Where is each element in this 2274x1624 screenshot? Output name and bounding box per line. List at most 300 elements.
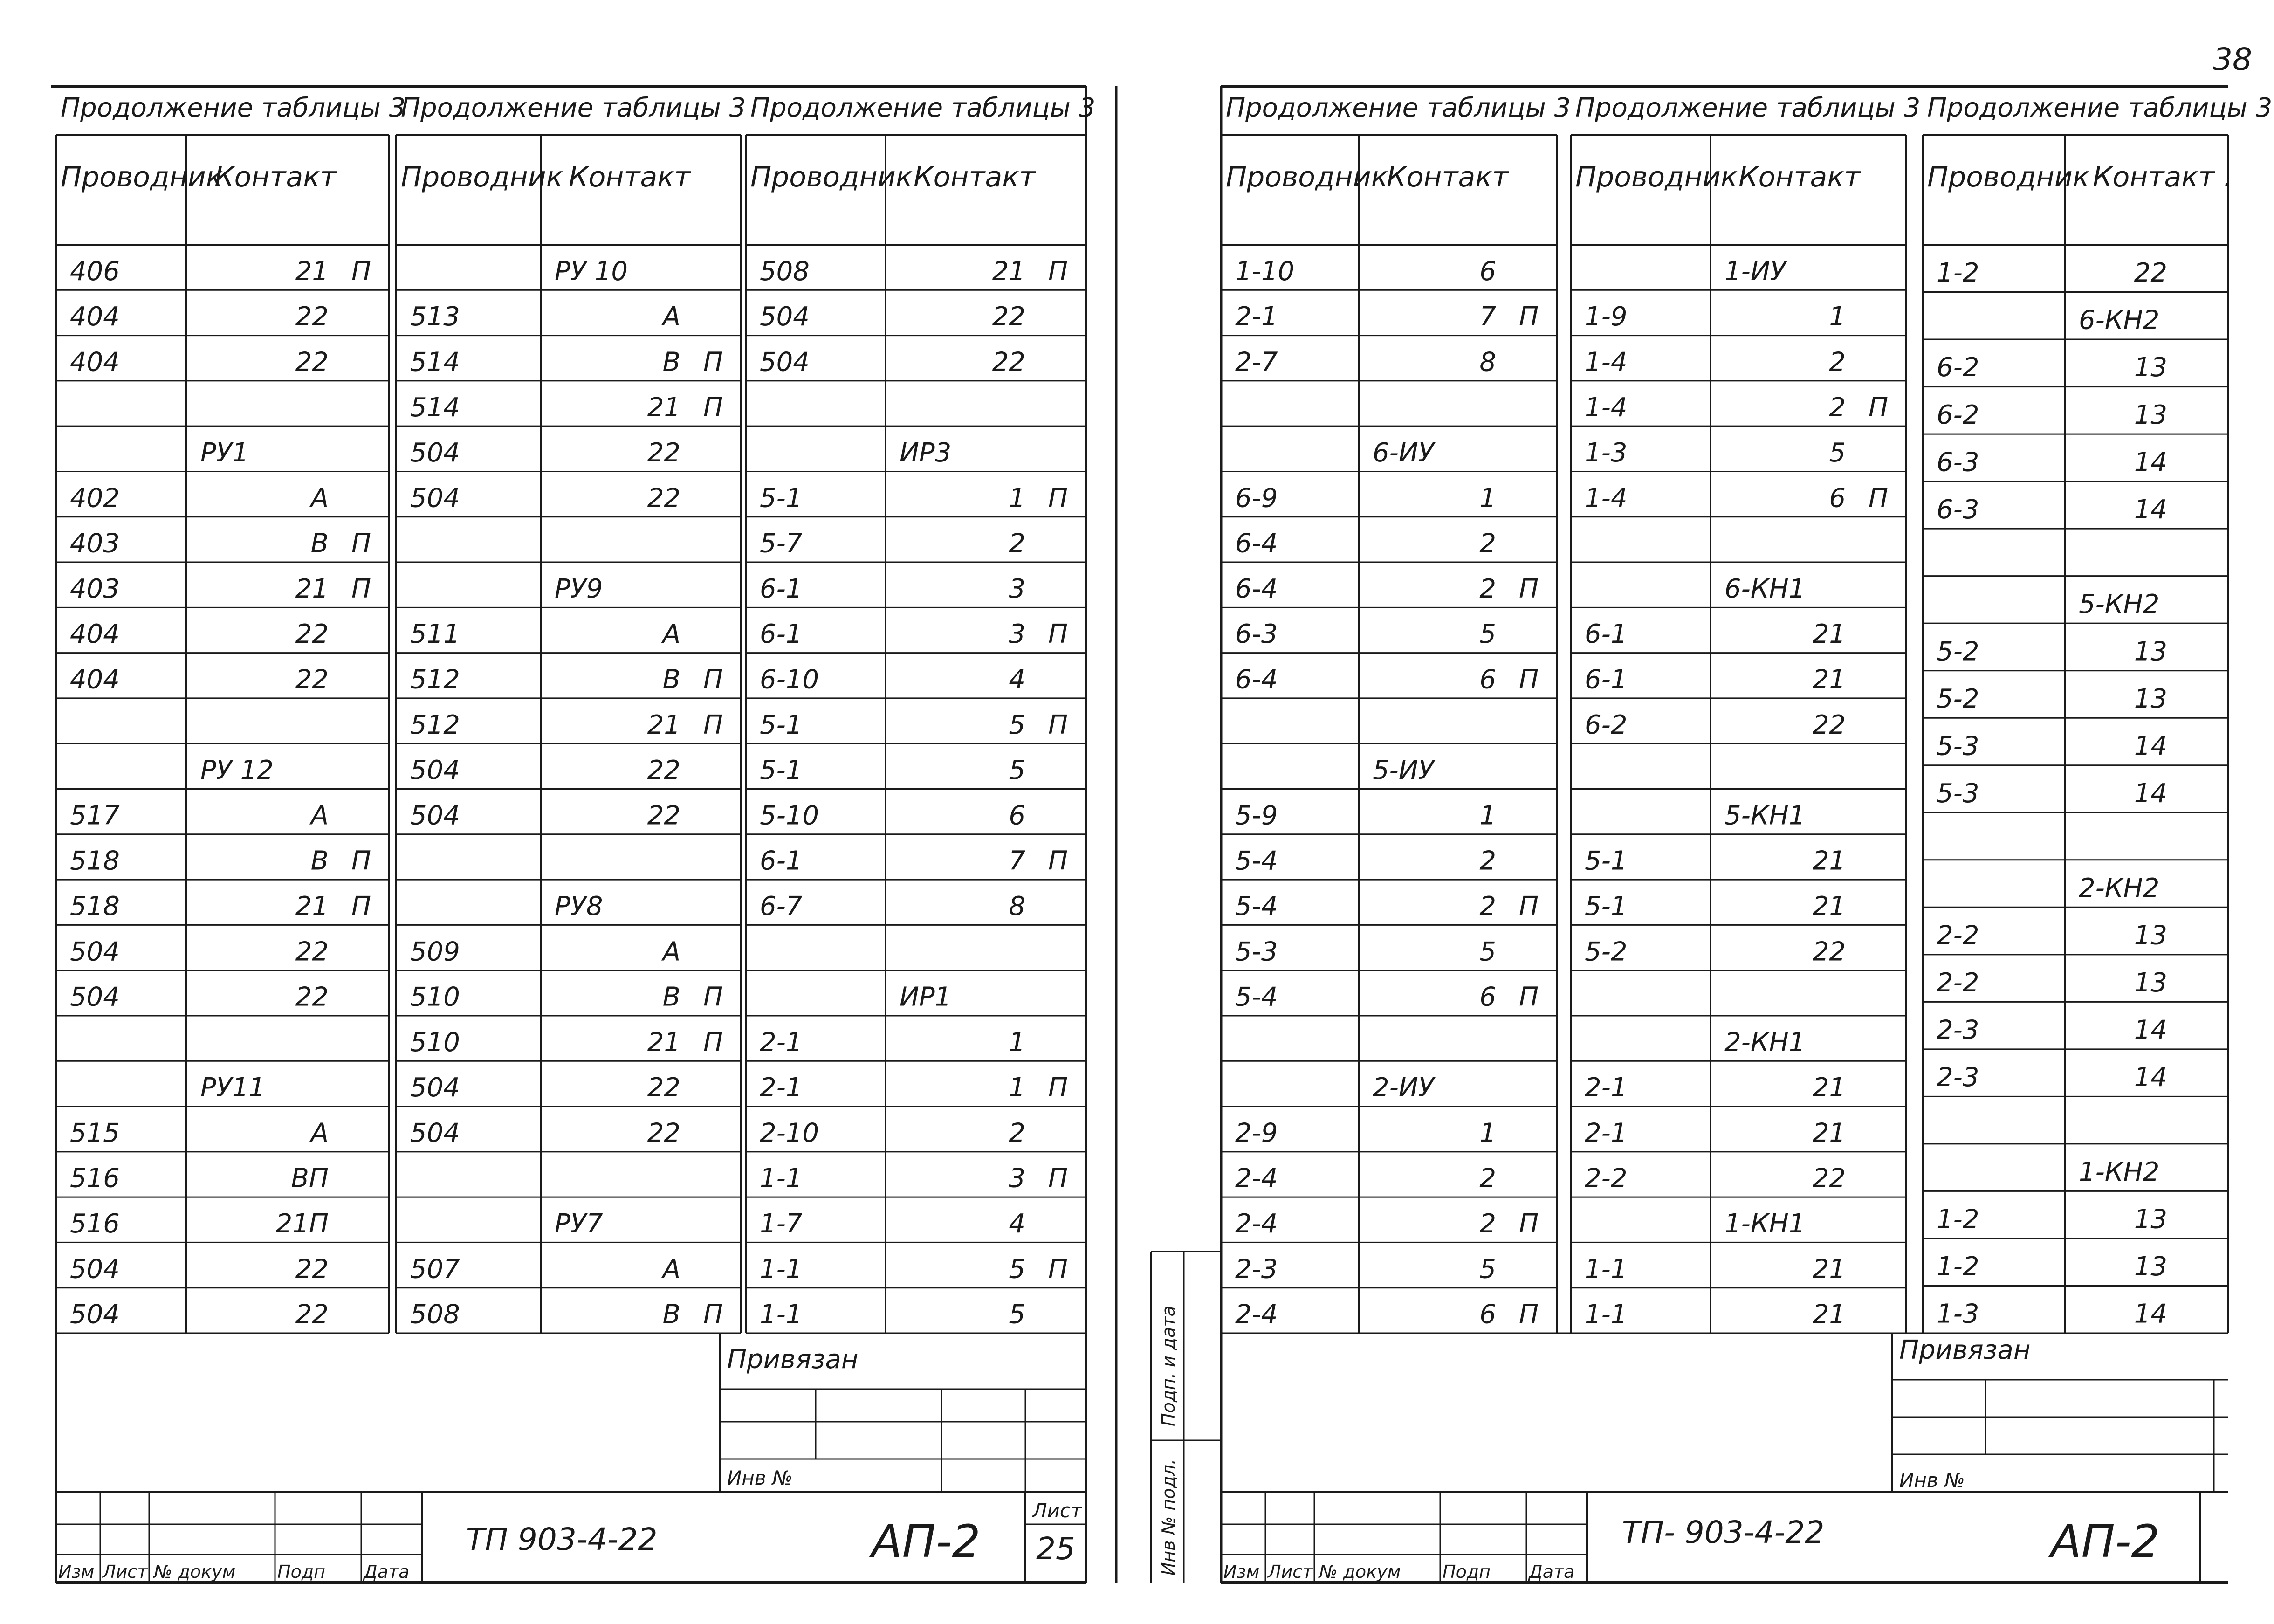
cell-contact: А: [662, 619, 680, 650]
cell-conductor: 5-4: [1235, 846, 1278, 876]
cell-conductor: 6-1: [760, 573, 803, 604]
cell-contact: 14: [2134, 778, 2167, 809]
stamp-column-label: Подп: [277, 1562, 325, 1582]
cell-mark: П: [1048, 619, 1068, 650]
cell-mark: П: [1048, 846, 1068, 876]
cell-contact: 21: [1812, 846, 1846, 876]
cell-contact: 5: [1479, 936, 1496, 967]
cell-conductor: 515: [70, 1118, 120, 1149]
cell-contact: 5: [1829, 438, 1846, 468]
cell-mark: П: [703, 1027, 723, 1058]
group-heading: 2-КН1: [1724, 1027, 1806, 1058]
cell-conductor: 404: [70, 664, 120, 695]
group-heading: 5-ИУ: [1373, 755, 1434, 786]
group-heading: РУ11: [200, 1073, 266, 1103]
group-heading: 1-КН1: [1724, 1209, 1806, 1239]
cell-conductor: 404: [70, 619, 120, 650]
cell-contact: 5: [1479, 1254, 1496, 1285]
cell-conductor: 2-1: [1585, 1073, 1628, 1103]
sheet-code: АП-2: [872, 1515, 981, 1568]
cell-contact: 3: [1009, 573, 1025, 604]
cell-mark: П: [351, 528, 371, 559]
cell-contact: 2: [1479, 1209, 1496, 1239]
group-heading: ИР3: [900, 438, 952, 468]
cell-conductor: 2-1: [760, 1027, 803, 1058]
cell-contact: 21: [1812, 891, 1846, 922]
cell-contact: 21: [992, 256, 1025, 287]
cell-contact: 13: [2134, 920, 2167, 951]
cell-contact: А: [310, 483, 329, 514]
group-heading: 6-ИУ: [1373, 438, 1434, 468]
cell-mark: П: [1868, 483, 1889, 514]
cell-contact: 22: [647, 1073, 680, 1103]
cell-contact: 2: [1829, 392, 1846, 423]
cell-conductor: 5-4: [1235, 982, 1278, 1012]
cell-contact: 22: [647, 1118, 680, 1149]
table-title: Продолжение таблицы 3: [61, 93, 406, 123]
cell-contact: 22: [1812, 1163, 1846, 1194]
cell-conductor: 1-2: [1937, 258, 1979, 289]
cell-conductor: 504: [70, 982, 120, 1012]
stamp-column-label: № докум: [1319, 1562, 1401, 1582]
cell-conductor: 403: [70, 528, 120, 559]
cell-contact: 4: [1009, 664, 1025, 695]
stamp-column-label: Дата: [364, 1562, 410, 1582]
cell-mark: П: [1518, 302, 1539, 332]
cell-contact: 22: [1812, 709, 1846, 740]
group-heading: 1-КН2: [2079, 1157, 2160, 1188]
cell-conductor: 6-2: [1937, 399, 1979, 430]
cell-contact: 22: [992, 347, 1025, 378]
cell-conductor: 518: [70, 891, 120, 922]
cell-conductor: 1-10: [1235, 256, 1295, 287]
cell-mark: П: [1048, 256, 1068, 287]
cell-conductor: 6-2: [1585, 709, 1628, 740]
cell-contact: 2: [1829, 347, 1846, 378]
cell-conductor: 512: [410, 664, 460, 695]
cell-conductor: 6-4: [1235, 664, 1278, 695]
cell-conductor: 511: [410, 619, 460, 650]
cell-contact: 22: [992, 302, 1025, 332]
cell-conductor: 404: [70, 347, 120, 378]
cell-conductor: 508: [760, 256, 810, 287]
cell-contact: 21: [1812, 664, 1846, 695]
cell-mark: П: [351, 256, 371, 287]
cell-contact: 22: [1812, 936, 1846, 967]
document-code: ТП 903-4-22: [466, 1521, 658, 1557]
cell-contact: 13: [2134, 968, 2167, 998]
cell-contact: 1: [1009, 1073, 1025, 1103]
cell-conductor: 504: [410, 755, 460, 786]
cell-mark: П: [703, 664, 723, 695]
cell-contact: 22: [647, 483, 680, 514]
cell-contact: В: [310, 528, 329, 559]
cell-contact: 1: [1479, 1118, 1496, 1149]
cell-contact: 13: [2134, 683, 2167, 714]
cell-conductor: 6-2: [1937, 352, 1979, 383]
cell-conductor: 5-3: [1937, 731, 1979, 762]
cell-mark: П: [703, 347, 723, 378]
cell-contact: 1: [1479, 800, 1496, 831]
cell-contact: 8: [1009, 891, 1025, 922]
cell-conductor: 513: [410, 302, 460, 332]
cell-conductor: 2-3: [1235, 1254, 1278, 1285]
cell-conductor: 1-3: [1937, 1299, 1979, 1329]
cell-contact: ВП: [291, 1163, 329, 1194]
cell-contact: 13: [2134, 1252, 2167, 1282]
cell-contact: 8: [1479, 347, 1496, 378]
cell-contact: 7: [1009, 846, 1025, 876]
cell-conductor: 5-2: [1585, 936, 1628, 967]
cell-contact: 14: [2134, 1015, 2167, 1046]
sheet-code: АП-2: [2051, 1515, 2160, 1568]
cell-conductor: 1-4: [1585, 483, 1628, 514]
cell-conductor: 5-1: [760, 483, 803, 514]
column-header-conductor: Проводник: [750, 161, 913, 193]
cell-contact: А: [662, 302, 680, 332]
side-label-inventory: Инв № подл.: [1158, 1459, 1179, 1576]
group-heading: РУ7: [555, 1209, 603, 1239]
page-number: 38: [2213, 41, 2252, 77]
cell-conductor: 2-1: [760, 1073, 803, 1103]
cell-conductor: 504: [70, 936, 120, 967]
cell-contact: В: [662, 347, 680, 378]
column-header-conductor: Проводник: [1575, 161, 1738, 193]
cell-contact: 4: [1009, 1209, 1025, 1239]
cell-conductor: 517: [70, 800, 120, 831]
cell-conductor: 6-4: [1235, 528, 1278, 559]
cell-contact: 1: [1829, 302, 1846, 332]
cell-contact: В: [310, 846, 329, 876]
cell-contact: А: [310, 1118, 329, 1149]
inventory-number-label: Инв №: [1899, 1469, 1965, 1492]
stamp-column-label: Лист: [1268, 1562, 1313, 1582]
sheet-label: Лист: [1032, 1499, 1082, 1522]
sheet-number: 25: [1036, 1531, 1075, 1567]
cell-contact: 5: [1009, 709, 1025, 740]
cell-conductor: 1-2: [1937, 1252, 1979, 1282]
cell-mark: П: [703, 982, 723, 1012]
cell-conductor: 1-1: [760, 1163, 803, 1194]
cell-contact: 2: [1479, 528, 1496, 559]
cell-conductor: 5-2: [1937, 683, 1979, 714]
cell-conductor: 6-1: [1585, 664, 1628, 695]
cell-contact: 5: [1009, 1299, 1025, 1330]
cell-mark: П: [1518, 664, 1539, 695]
cell-mark: П: [703, 1299, 723, 1330]
cell-conductor: 510: [410, 982, 460, 1012]
cell-contact: 21: [1812, 1073, 1846, 1103]
document-code: ТП- 903-4-22: [1622, 1514, 1825, 1550]
cell-contact: 21: [647, 1027, 680, 1058]
cell-conductor: 1-1: [1585, 1254, 1628, 1285]
cell-contact: 13: [2134, 636, 2167, 667]
cell-conductor: 504: [70, 1299, 120, 1330]
group-heading: РУ8: [555, 891, 603, 922]
cell-conductor: 512: [410, 709, 460, 740]
column-header-contact: Контакт: [914, 161, 1036, 193]
cell-conductor: 2-9: [1235, 1118, 1278, 1149]
cell-conductor: 5-1: [1585, 891, 1628, 922]
cell-conductor: 2-2: [1937, 920, 1979, 951]
cell-conductor: 518: [70, 846, 120, 876]
cell-contact: 5: [1479, 619, 1496, 650]
cell-conductor: 5-1: [760, 709, 803, 740]
cell-contact: 13: [2134, 352, 2167, 383]
table-title: Продолжение таблицы 3: [1575, 93, 1921, 123]
cell-contact: А: [662, 1254, 680, 1285]
cell-conductor: 504: [410, 800, 460, 831]
cell-contact: 1: [1009, 1027, 1025, 1058]
cell-contact: 2: [1479, 846, 1496, 876]
cell-contact: 14: [2134, 494, 2167, 525]
cell-contact: 7: [1479, 302, 1496, 332]
cell-conductor: 2-2: [1937, 968, 1979, 998]
cell-conductor: 5-4: [1235, 891, 1278, 922]
group-heading: РУ 10: [555, 256, 628, 287]
cell-contact: 21: [295, 573, 329, 604]
cell-contact: 22: [295, 1299, 329, 1330]
column-header-conductor: Проводник: [61, 161, 223, 193]
cell-conductor: 5-7: [760, 528, 803, 559]
cell-contact: 21: [295, 891, 329, 922]
cell-conductor: 1-1: [760, 1254, 803, 1285]
cell-mark: П: [1048, 709, 1068, 740]
cell-mark: П: [1048, 483, 1068, 514]
cell-conductor: 403: [70, 573, 120, 604]
cell-contact: 21: [647, 709, 680, 740]
stamp-column-label: Изм: [1223, 1562, 1260, 1582]
cell-contact: 5: [1009, 755, 1025, 786]
cell-conductor: 6-1: [760, 846, 803, 876]
cell-contact: 22: [295, 619, 329, 650]
table-title: Продолжение таблицы 3: [750, 93, 1096, 123]
cell-contact: 2: [1479, 573, 1496, 604]
cell-conductor: 1-4: [1585, 347, 1628, 378]
cell-conductor: 5-3: [1235, 936, 1278, 967]
group-heading: ИР1: [900, 982, 952, 1012]
cell-mark: П: [1518, 573, 1539, 604]
cell-conductor: 1-2: [1937, 1204, 1979, 1235]
group-heading: 6-КН1: [1724, 573, 1806, 604]
column-header-contact: Контакт: [569, 161, 691, 193]
cell-conductor: 6-9: [1235, 483, 1278, 514]
cell-contact: В: [662, 982, 680, 1012]
cell-conductor: 2-4: [1235, 1163, 1278, 1194]
cell-contact: 1: [1479, 483, 1496, 514]
cell-mark: П: [1518, 1209, 1539, 1239]
cell-conductor: 5-3: [1937, 778, 1979, 809]
cell-contact: 21: [1812, 1254, 1846, 1285]
cell-contact: А: [662, 936, 680, 967]
cell-mark: П: [1048, 1073, 1068, 1103]
cell-contact: 21: [647, 392, 680, 423]
cell-conductor: 5-10: [760, 800, 819, 831]
cell-contact: 21П: [275, 1209, 329, 1239]
privyazan-label: Привязан: [1899, 1335, 2031, 1365]
cell-contact: 1: [1009, 483, 1025, 514]
cell-conductor: 516: [70, 1163, 120, 1194]
cell-contact: 6: [1479, 664, 1496, 695]
cell-conductor: 504: [70, 1254, 120, 1285]
cell-contact: В: [662, 664, 680, 695]
cell-contact: 6: [1479, 256, 1496, 287]
cell-conductor: 2-2: [1585, 1163, 1628, 1194]
cell-conductor: 2-3: [1937, 1015, 1979, 1046]
cell-conductor: 6-10: [760, 664, 819, 695]
cell-conductor: 6-1: [1585, 619, 1628, 650]
column-header-conductor: Проводник: [1927, 161, 2089, 193]
group-heading: 1-ИУ: [1724, 256, 1786, 287]
cell-conductor: 2-3: [1937, 1062, 1979, 1093]
cell-contact: 22: [295, 982, 329, 1012]
cell-contact: 21: [1812, 1299, 1846, 1330]
cell-contact: А: [310, 800, 329, 831]
stamp-column-label: Изм: [58, 1562, 95, 1582]
cell-contact: В: [662, 1299, 680, 1330]
table-title: Продолжение таблицы 3: [401, 93, 746, 123]
cell-contact: 14: [2134, 447, 2167, 478]
cell-mark: П: [703, 709, 723, 740]
cell-contact: 22: [295, 302, 329, 332]
stamp-column-label: Дата: [1529, 1562, 1575, 1582]
group-heading: 6-КН2: [2079, 305, 2160, 336]
cell-conductor: 509: [410, 936, 460, 967]
cell-contact: 13: [2134, 399, 2167, 430]
cell-mark: П: [351, 846, 371, 876]
cell-mark: П: [1868, 392, 1889, 423]
cell-conductor: 504: [410, 483, 460, 514]
cell-contact: 22: [295, 1254, 329, 1285]
cell-conductor: 504: [410, 1118, 460, 1149]
cell-mark: П: [1518, 891, 1539, 922]
column-header-conductor: Проводник: [1226, 161, 1388, 193]
cell-contact: 14: [2134, 1299, 2167, 1329]
cell-conductor: 1-4: [1585, 392, 1628, 423]
stamp-column-label: Лист: [103, 1562, 148, 1582]
table-title: Продолжение таблицы 3: [1226, 93, 1571, 123]
cell-contact: 22: [295, 347, 329, 378]
cell-mark: П: [351, 573, 371, 604]
cell-contact: 22: [295, 936, 329, 967]
group-heading: РУ9: [555, 573, 603, 604]
cell-mark: П: [1518, 982, 1539, 1012]
cell-mark: П: [1518, 1299, 1539, 1330]
cell-contact: 2: [1479, 891, 1496, 922]
cell-conductor: 404: [70, 302, 120, 332]
cell-contact: 22: [295, 664, 329, 695]
column-header-contact: Контакт: [214, 161, 337, 193]
cell-conductor: 508: [410, 1299, 460, 1330]
cell-conductor: 514: [410, 392, 460, 423]
cell-contact: 6: [1479, 982, 1496, 1012]
cell-conductor: 504: [760, 347, 810, 378]
cell-conductor: 504: [760, 302, 810, 332]
cell-contact: 3: [1009, 1163, 1025, 1194]
group-heading: 5-КН2: [2079, 589, 2160, 619]
cell-conductor: 2-1: [1235, 302, 1278, 332]
cell-conductor: 1-7: [760, 1209, 803, 1239]
cell-contact: 6: [1829, 483, 1846, 514]
cell-conductor: 5-1: [1585, 846, 1628, 876]
cell-contact: 2: [1009, 528, 1025, 559]
cell-conductor: 516: [70, 1209, 120, 1239]
cell-contact: 5: [1009, 1254, 1025, 1285]
cell-conductor: 5-9: [1235, 800, 1278, 831]
cell-contact: 13: [2134, 1204, 2167, 1235]
cell-conductor: 2-4: [1235, 1299, 1278, 1330]
group-heading: РУ 12: [200, 755, 274, 786]
side-label-signature: Подп. и дата: [1158, 1306, 1179, 1426]
cell-conductor: 402: [70, 483, 120, 514]
cell-contact: 2: [1479, 1163, 1496, 1194]
cell-conductor: 1-9: [1585, 302, 1628, 332]
column-header-conductor: Проводник: [401, 161, 563, 193]
cell-contact: 22: [647, 755, 680, 786]
cell-contact: 6: [1009, 800, 1025, 831]
group-heading: РУ1: [200, 438, 249, 468]
stamp-column-label: № докум: [154, 1562, 236, 1582]
cell-conductor: 5-1: [760, 755, 803, 786]
cell-conductor: 406: [70, 256, 120, 287]
cell-conductor: 5-2: [1937, 636, 1979, 667]
cell-conductor: 504: [410, 1073, 460, 1103]
privyazan-label: Привязан: [727, 1344, 859, 1375]
cell-contact: 14: [2134, 731, 2167, 762]
cell-conductor: 6-3: [1937, 494, 1979, 525]
cell-contact: 2: [1009, 1118, 1025, 1149]
cell-contact: 22: [647, 800, 680, 831]
cell-contact: 21: [1812, 619, 1846, 650]
column-header-contact: Контакт: [1387, 161, 1509, 193]
cell-contact: 22: [2134, 258, 2167, 289]
cell-mark: П: [703, 392, 723, 423]
table-title: Продолжение таблицы 3: [1927, 93, 2273, 123]
cell-conductor: 2-7: [1235, 347, 1278, 378]
cell-contact: 3: [1009, 619, 1025, 650]
cell-conductor: 1-1: [1585, 1299, 1628, 1330]
group-heading: 2-ИУ: [1373, 1073, 1434, 1103]
cell-conductor: 6-1: [760, 619, 803, 650]
cell-contact: 14: [2134, 1062, 2167, 1093]
column-header-contact: Контакт: [1738, 161, 1861, 193]
cell-mark: П: [1048, 1163, 1068, 1194]
cell-contact: 21: [295, 256, 329, 287]
cell-conductor: 2-4: [1235, 1209, 1278, 1239]
cell-contact: 21: [1812, 1118, 1846, 1149]
cell-conductor: 514: [410, 347, 460, 378]
cell-conductor: 6-4: [1235, 573, 1278, 604]
cell-conductor: 504: [410, 438, 460, 468]
group-heading: 5-КН1: [1724, 800, 1806, 831]
cell-mark: П: [351, 891, 371, 922]
cell-contact: 22: [647, 438, 680, 468]
cell-conductor: 1-3: [1585, 438, 1628, 468]
column-header-contact: Контакт .: [2093, 161, 2233, 193]
cell-conductor: 1-1: [760, 1299, 803, 1330]
inventory-number-label: Инв №: [727, 1466, 793, 1489]
cell-conductor: 6-3: [1235, 619, 1278, 650]
cell-conductor: 6-3: [1937, 447, 1979, 478]
cell-contact: 6: [1479, 1299, 1496, 1330]
group-heading: 2-КН2: [2079, 873, 2160, 903]
cell-conductor: 2-10: [760, 1118, 819, 1149]
cell-mark: П: [1048, 1254, 1068, 1285]
stamp-column-label: Подп: [1443, 1562, 1491, 1582]
cell-conductor: 507: [410, 1254, 460, 1285]
cell-conductor: 510: [410, 1027, 460, 1058]
cell-conductor: 6-7: [760, 891, 803, 922]
